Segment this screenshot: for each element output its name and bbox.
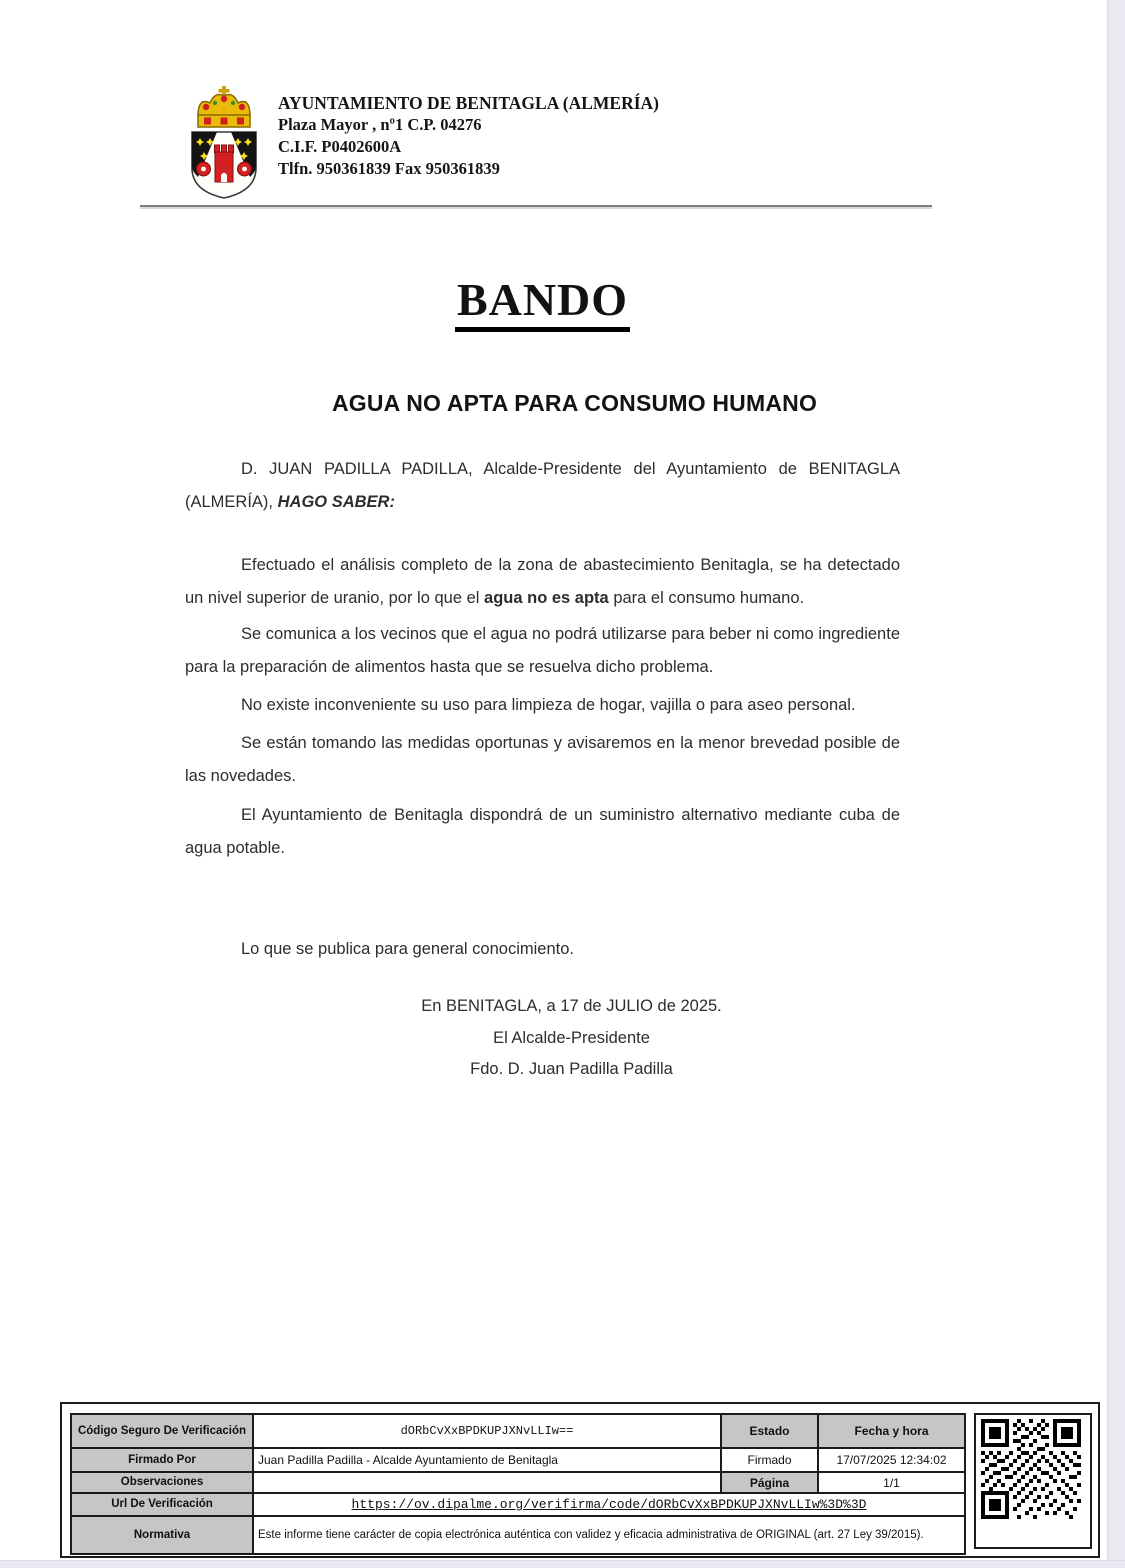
normativa-value: Este informe tiene carácter de copia electrónica auténtica con validez y eficacia administrativa de ORIGINAL (art. 27 Ley 39/2015). <box>253 1516 965 1554</box>
org-address: Plaza Mayor , nº1 C.P. 04276 <box>278 115 482 134</box>
document-title: BANDO <box>455 276 630 332</box>
pagina-label: Página <box>721 1472 818 1493</box>
verification-footer <box>60 1402 1100 1558</box>
paragraph-publication: Lo que se publica para general conocimiento. <box>241 940 574 958</box>
fecha-value: 17/07/2025 12:34:02 <box>818 1448 965 1472</box>
viewer-edge-right <box>1107 0 1125 1567</box>
csv-value: dORbCvXxBPDKUPJXNvLLIw== <box>253 1414 721 1448</box>
csv-label: Código Seguro De Verificación <box>71 1414 253 1448</box>
paragraph-measures: Se están tomando las medidas oportunas y avisaremos en la menor brevedad posible de las novedades. <box>185 734 900 785</box>
agua-no-apta-emphasis: agua no es apta <box>484 589 609 607</box>
estado-value: Firmado <box>721 1448 818 1472</box>
normativa-label: Normativa <box>71 1516 253 1554</box>
qr-code <box>981 1419 1081 1519</box>
firmado-por-label: Firmado Por <box>71 1448 253 1472</box>
role-line: El Alcalde-Presidente <box>493 1028 650 1047</box>
paragraph-analysis: Efectuado el análisis completo de la zona de abastecimiento Benitagla, se ha detectado un nivel superior de uranio, por lo que el agua no es apta para el consumo humano. <box>185 556 900 607</box>
url-verificacion-label: Url De Verificación <box>71 1493 253 1516</box>
place-date-line: En BENITAGLA, a 17 de JULIO de 2025. <box>421 997 722 1015</box>
verification-table <box>70 1413 966 1555</box>
paragraph-intro: D. JUAN PADILLA PADILLA, Alcalde-Presidente del Ayuntamiento de BENITAGLA (ALMERÍA), HAGO SABER: <box>185 460 900 511</box>
estado-header: Estado <box>721 1414 818 1448</box>
paragraph-allowed-uses: No existe inconveniente su uso para limpieza de hogar, vajilla o para aseo personal. <box>241 696 856 714</box>
observaciones-value <box>253 1472 721 1493</box>
coat-of-arms-icon <box>183 84 265 202</box>
signer-line: Fdo. D. Juan Padilla Padilla <box>470 1060 673 1078</box>
pagina-value: 1/1 <box>818 1472 965 1493</box>
paragraph-restriction: Se comunica a los vecinos que el agua no podrá utilizarse para beber ni como ingrediente para la preparación de alimentos hasta que se resuelva dicho problema. <box>185 625 900 676</box>
verification-url-link[interactable]: https://ov.dipalme.org/verifirma/code/dORbCvXxBPDKUPJXNvLLIw%3D%3D <box>253 1493 965 1516</box>
observaciones-label: Observaciones <box>71 1472 253 1493</box>
document-subtitle: AGUA NO APTA PARA CONSUMO HUMANO <box>331 390 818 416</box>
qr-code-box <box>974 1413 1092 1549</box>
document-body <box>185 453 900 1086</box>
hago-saber-emphasis: HAGO SABER: <box>277 493 395 511</box>
paragraph-alternative-supply: El Ayuntamiento de Benitagla dispondrá de un suministro alternativo mediante cuba de agua potable. <box>185 806 900 857</box>
header-divider <box>140 205 932 207</box>
org-phone: Tlfn. 950361839 Fax 950361839 <box>278 159 500 178</box>
signature-block <box>185 991 900 1086</box>
org-cif: C.I.F. P0402600A <box>278 137 402 156</box>
letterhead <box>183 84 659 202</box>
fecha-header: Fecha y hora <box>818 1414 965 1448</box>
org-name: AYUNTAMIENTO DE BENITAGLA (ALMERÍA) <box>278 93 660 113</box>
firmado-por-value: Juan Padilla Padilla - Alcalde Ayuntamiento de Benitagla <box>253 1448 721 1472</box>
